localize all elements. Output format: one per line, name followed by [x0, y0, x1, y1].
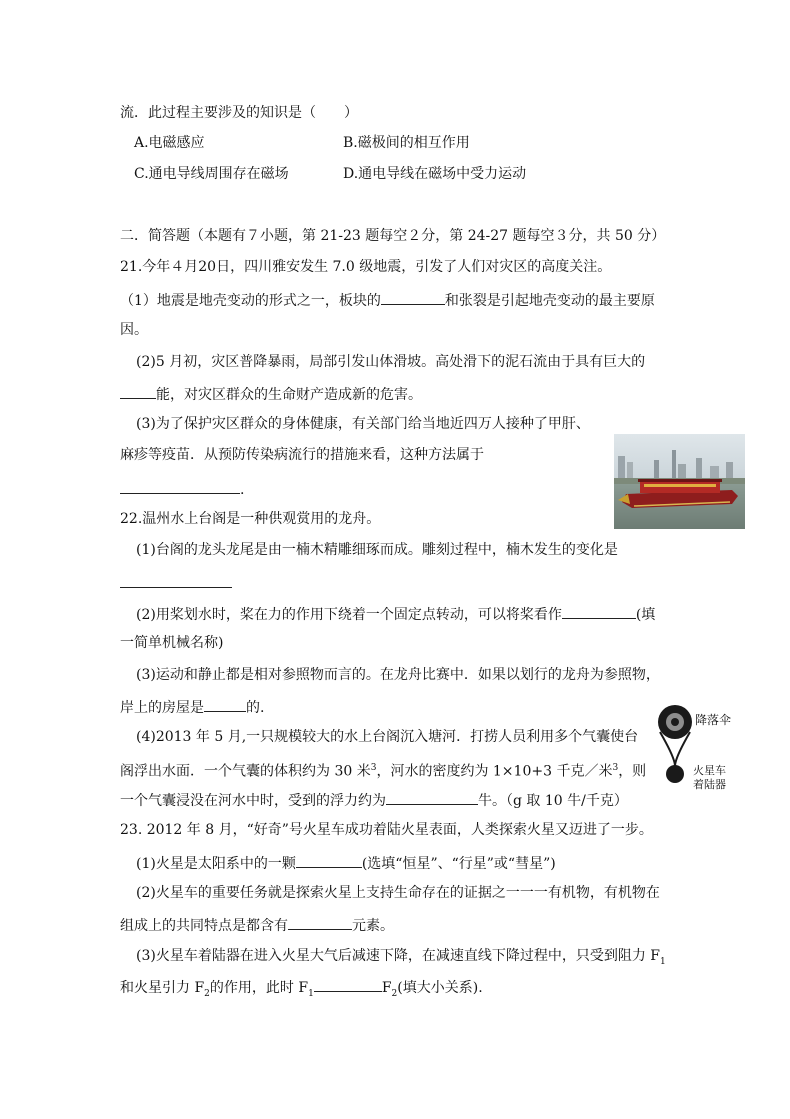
- superscript: 3: [370, 763, 377, 773]
- q23-part2-cont: [120, 915, 394, 935]
- option-c: C.通电导线周围存在磁场: [134, 166, 289, 182]
- subscript: 2: [391, 988, 398, 999]
- q21-stem: 21.今年４月20日，四川雅安发生 7.0 级地震，引发了人们对灾区的高度关注。: [120, 259, 612, 275]
- q21-part2-cont: [120, 384, 422, 404]
- q23-part3-text-c: 的作用，此时 F: [209, 980, 309, 996]
- q22-part4-text-5: 牛。（g 取 10 牛/千克）: [478, 793, 628, 809]
- answer-blank[interactable]: [288, 915, 352, 930]
- q21-part1-text-b: 和张裂是引起地壳变动的最主要原: [444, 293, 655, 309]
- mars-lander-figure: [655, 700, 747, 795]
- q23-part3-text-e: (填大小关系).: [397, 980, 483, 996]
- section-heading: 二．简答题（本题有７小题，第 21-23 题每空２分，第 24-27 题每空３分，共 50 分）: [120, 228, 666, 244]
- q22-part1: (1)台阁的龙头龙尾是由一楠木精雕细琢而成。雕刻过程中，楠木发生的变化是: [136, 542, 618, 558]
- q21-part2: (2)5 月初，灾区普降暴雨，局部引发山体滑坡。高处滑下的泥石流由于具有巨大的: [136, 354, 646, 370]
- answer-blank[interactable]: [562, 604, 636, 619]
- answer-blank[interactable]: [120, 479, 240, 494]
- q21-part2-text-b: 能，对灾区群众的生命财产造成新的危害。: [156, 387, 422, 403]
- q21-part3: (3)为了保护灾区群众的身体健康，有关部门给当地近四万人接种了甲肝、: [136, 416, 590, 432]
- parachute-label: 降落伞: [695, 713, 732, 727]
- q22-part4-cont2: [120, 790, 628, 810]
- option-b: B.磁极间的相互作用: [343, 135, 470, 151]
- q22-part1-answer: [120, 573, 232, 593]
- q21-part3-cont: 麻疹等疫苗．从预防传染病流行的措施来看，这种方法属于: [120, 447, 484, 463]
- q23-part3-text-a: (3)火星车着陆器在进入火星大气后减速下降，在减速直线下降过程中，只受到阻力 F: [136, 948, 660, 964]
- q22-part4-cont: [120, 759, 646, 781]
- option-d: D.通电导线在磁场中受力运动: [343, 166, 527, 182]
- q22-part4-text-4: 一个气囊浸没在河水中时，受到的浮力约为: [120, 793, 386, 809]
- q22-part4-text-1: 阁浮出水面．一个气囊的体积约为 30 米: [120, 763, 371, 780]
- q22-part4-text-3: ，则: [618, 763, 647, 780]
- subscript: 1: [308, 988, 314, 999]
- answer-blank[interactable]: [204, 697, 246, 712]
- dragon-boat-photo: [614, 434, 745, 529]
- option-a: A.电磁感应: [134, 135, 205, 151]
- q23-part1: [136, 853, 556, 873]
- q23-part1-text-a: (1)火星是太阳系中的一颗: [136, 856, 296, 872]
- q22-part3-cont: [120, 697, 264, 717]
- q23-part3-text-d: F: [381, 980, 392, 996]
- answer-blank[interactable]: [381, 290, 445, 305]
- answer-blank[interactable]: [314, 977, 382, 992]
- q22-part4-text-2: ，河水的密度约为 1×10+3 千克／米: [376, 763, 613, 780]
- q23-part2: (2)火星车的重要任务就是探索火星上支持生命存在的证据之一一一有机物，有机物在: [136, 885, 660, 901]
- q22-part3: (3)运动和静止都是相对参照物而言的。在龙舟比赛中．如果以划行的龙舟为参照物，: [136, 667, 660, 683]
- subscript: 2: [204, 988, 210, 999]
- q21-part1: [120, 290, 655, 310]
- q22-part3-text-b: 岸上的房屋是: [120, 700, 204, 716]
- q23-part2-text-c: 元素。: [352, 918, 394, 934]
- q22-stem: 22.温州水上台阁是一种供观赏用的龙舟。: [120, 511, 381, 527]
- q22-part2: [136, 604, 655, 624]
- answer-blank[interactable]: [120, 573, 232, 588]
- question-continuation: 流．此过程主要涉及的知识是（ ）: [120, 105, 358, 121]
- answer-blank[interactable]: [296, 853, 362, 868]
- q23-part1-text-b: (选填“恒星”、“行星”或“彗星”): [361, 856, 556, 872]
- q22-part2-text-b: (填: [635, 607, 656, 623]
- answer-blank[interactable]: [386, 790, 478, 805]
- q22-part4: (4)2013 年 5 月,一只规模较大的水上台阁沉入塘河．打捞人员利用多个气囊使台: [136, 729, 639, 745]
- q23-part3-text-b: 和火星引力 F: [120, 980, 205, 996]
- q23-part2-text-b: 组成上的共同特点是都含有: [120, 918, 288, 934]
- q21-part3-answer: [120, 479, 244, 499]
- answer-blank[interactable]: [120, 384, 156, 399]
- q23-part3-cont: [120, 977, 483, 1003]
- q22-part2-cont: 一简单机械名称): [120, 635, 224, 651]
- q21-part1-text-a: （1）地震是地壳变动的形式之一，板块的: [120, 293, 381, 309]
- superscript: 3: [612, 763, 619, 773]
- q22-part2-text-a: (2)用桨划水时，桨在力的作用下绕着一个固定点转动，可以将桨看作: [136, 607, 562, 623]
- q22-part3-text-c: 的.: [246, 700, 265, 716]
- lander-label: 着陆器: [693, 778, 726, 791]
- subscript: 1: [660, 956, 666, 967]
- q23-stem: 23. 2012 年 8 月，“好奇”号火星车成功着陆火星表面，人类探索火星又迈进了一步。: [120, 822, 653, 838]
- q21-part1-cont: 因。: [120, 322, 148, 338]
- rover-label: 火星车: [693, 764, 726, 777]
- q23-part3: [136, 947, 666, 971]
- q21-part3-end: .: [240, 482, 245, 498]
